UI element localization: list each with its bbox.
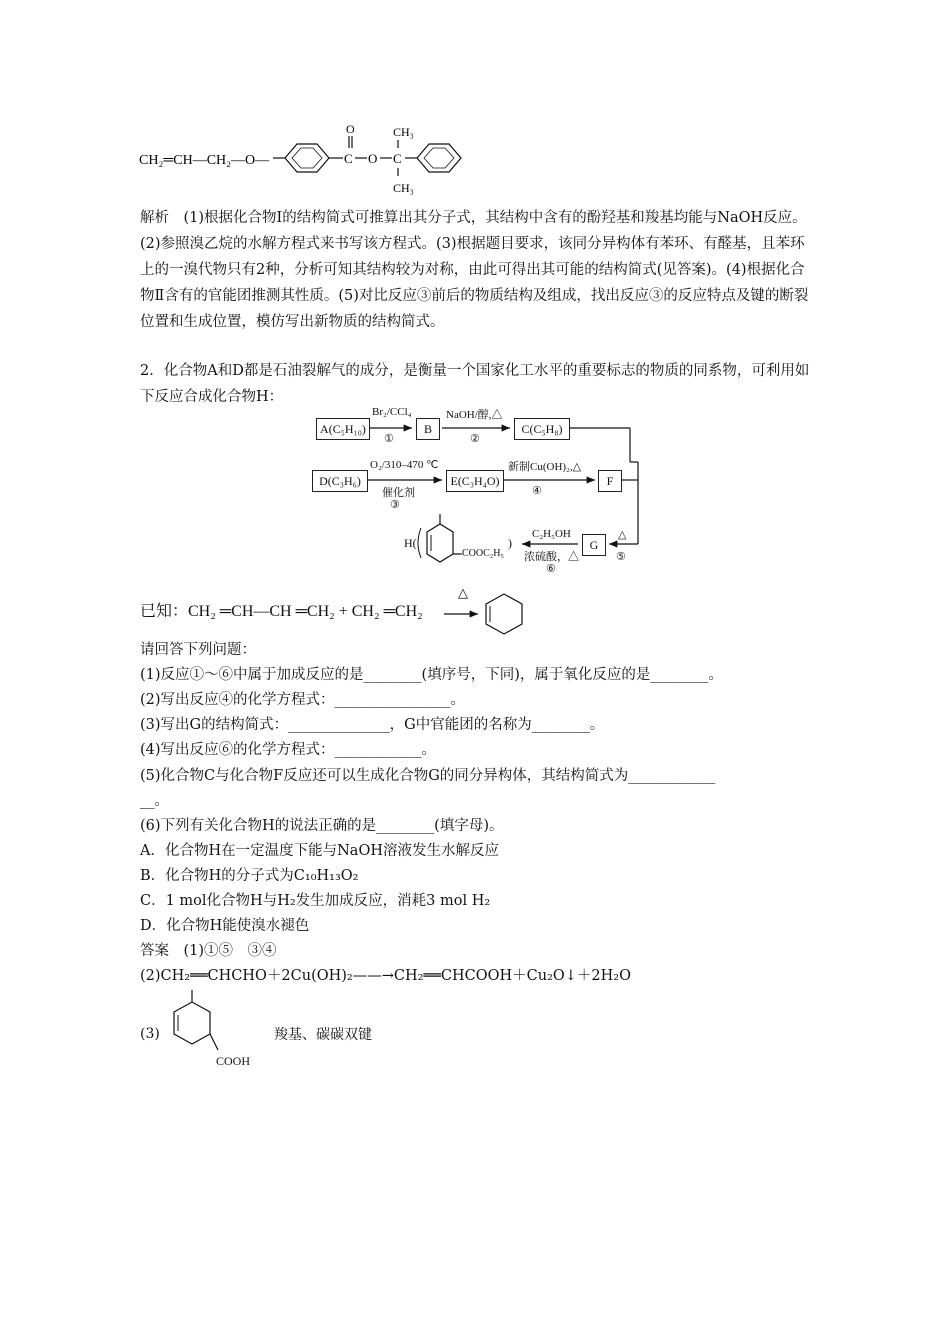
step6-catalyst: 浓硫酸，△ [524, 551, 579, 563]
option-a: A．化合物H在一定温度下能与NaOH溶液发生水解反应 [140, 843, 499, 859]
carbonyl-carbon: C [344, 151, 353, 166]
allyl-oxy-text: CH₂═CH—CH₂—O— [139, 153, 270, 168]
benzene-ring-1-inner [292, 148, 322, 168]
answer-3 [140, 988, 440, 1070]
reaction-scheme [300, 406, 650, 580]
box-e: E(C₃H₄O) [446, 470, 504, 492]
box-a: A(C₅H₁₀) [316, 418, 370, 440]
question-5-cont: __。 [140, 793, 169, 809]
methyl-bottom: CH₃ [393, 181, 414, 195]
step2-number: ② [470, 433, 480, 445]
methyl-top: CH₃ [393, 125, 414, 139]
step1-reagent: Br₂/CCl₄ [372, 406, 412, 418]
ester-oxygen: O [368, 151, 378, 166]
box-b: B [416, 418, 440, 440]
answer-3-groups: 羧基、碳碳双键 [274, 1027, 372, 1043]
step6-number: ⑥ [546, 563, 556, 575]
cyclohexene-ring [486, 594, 522, 634]
question-4: (4)写出反应⑥的化学方程式：____________。 [140, 742, 437, 758]
box-d: D(C₃H₆) [312, 470, 368, 492]
carbonyl-oxygen: O [346, 122, 355, 136]
option-b: B．化合物H的分子式为C₁₀H₁₃O₂ [140, 868, 359, 884]
option-c: C．1 mol化合物H与H₂发生加成反应，消耗3 mol H₂ [140, 893, 491, 909]
analysis-paragraph: 解析 (1)根据化合物Ⅰ的结构简式可推算出其分子式，其结构中含有的酚羟基和羧基均能与NaOH反应。(2)参照溴乙烷的水解方程式来书写该方程式。(3)根据题目要求，该同分异构体有苯环、有醛基，且苯环上的一溴代物只有2种，分析可知其结构较为对称，由此可得出其可能的结构简式(见答案)。(4)根据化合物Ⅱ含有的官能团推测其性质。(5)对比反应③前后的物质结构及组成，找出反应③的反应特点及键的断裂位置和生成位置，模仿写出新物质的结构简式。 [140, 210, 809, 330]
known-text: 已知：CH₂ ═CH—CH ═CH₂ + CH₂ ═CH₂ [140, 603, 423, 620]
quaternary-carbon: C [393, 151, 402, 166]
answer-2: (2)CH₂══CHCHO＋2Cu(OH)₂——→CH₂══CHCOOH＋Cu₂O↓＋2H₂O [140, 968, 632, 984]
option-d: D．化合物H能使溴水褪色 [140, 918, 310, 934]
question2-intro: 2．化合物A和D都是石油裂解气的成分，是衡量一个国家化工水平的重要标志的物质的同系物，可利用如下反应合成化合物H： [140, 363, 810, 405]
answer-3-number: (3) [140, 1026, 160, 1042]
step6-reagent: C₂H₅OH [532, 528, 571, 540]
step4-reagent: 新制Cu(OH)₂,△ [508, 461, 582, 473]
step5-number: ⑤ [616, 551, 626, 563]
answer-3-structure [170, 988, 250, 1058]
box-f: F [598, 470, 622, 492]
questions-prompt: 请回答下列问题： [140, 642, 256, 658]
benzene-ring-2-inner [424, 148, 454, 168]
question-3: (3)写出G的结构简式：______________，G中官能团的名称为________。 [140, 717, 605, 733]
step5-condition: △ [618, 529, 627, 541]
answer-3-cooh: COOH [216, 1054, 251, 1068]
step1-number: ① [384, 433, 394, 445]
step2-reagent: NaOH/醇,△ [446, 409, 503, 421]
answer-3-ring [174, 1002, 210, 1044]
question-1: (1)反应①～⑥中属于加成反应的是________(填序号，下同)，属于氧化反应的是________。 [140, 667, 723, 683]
question-5: (5)化合物C与化合物F反应还可以生成化合物G的同分异构体，其结构简式为____________ [140, 768, 716, 784]
known-arrow-and-product [440, 592, 540, 636]
step3-catalyst: 催化剂 [382, 487, 415, 499]
known-arrow-label: △ [458, 586, 468, 601]
h-label: H( [404, 536, 417, 550]
question-2: (2)写出反应④的化学方程式：________________。 [140, 692, 466, 708]
answer-1: 答案 (1)①⑤ ③④ [140, 943, 277, 959]
question-6: (6)下列有关化合物H的说法正确的是________(填字母)。 [140, 818, 504, 834]
box-c: C(C₅H₈) [514, 418, 570, 440]
step3-reagent: O₂/310–470 ℃ [370, 459, 439, 471]
step3-number: ③ [390, 499, 400, 511]
h-ester-group: COOC₂H₅ [462, 548, 504, 559]
step4-number: ④ [532, 485, 542, 497]
known-reaction [140, 588, 540, 638]
box-g: G [582, 534, 606, 556]
h-close: ) [508, 536, 512, 550]
top-ester-structure [135, 118, 475, 202]
